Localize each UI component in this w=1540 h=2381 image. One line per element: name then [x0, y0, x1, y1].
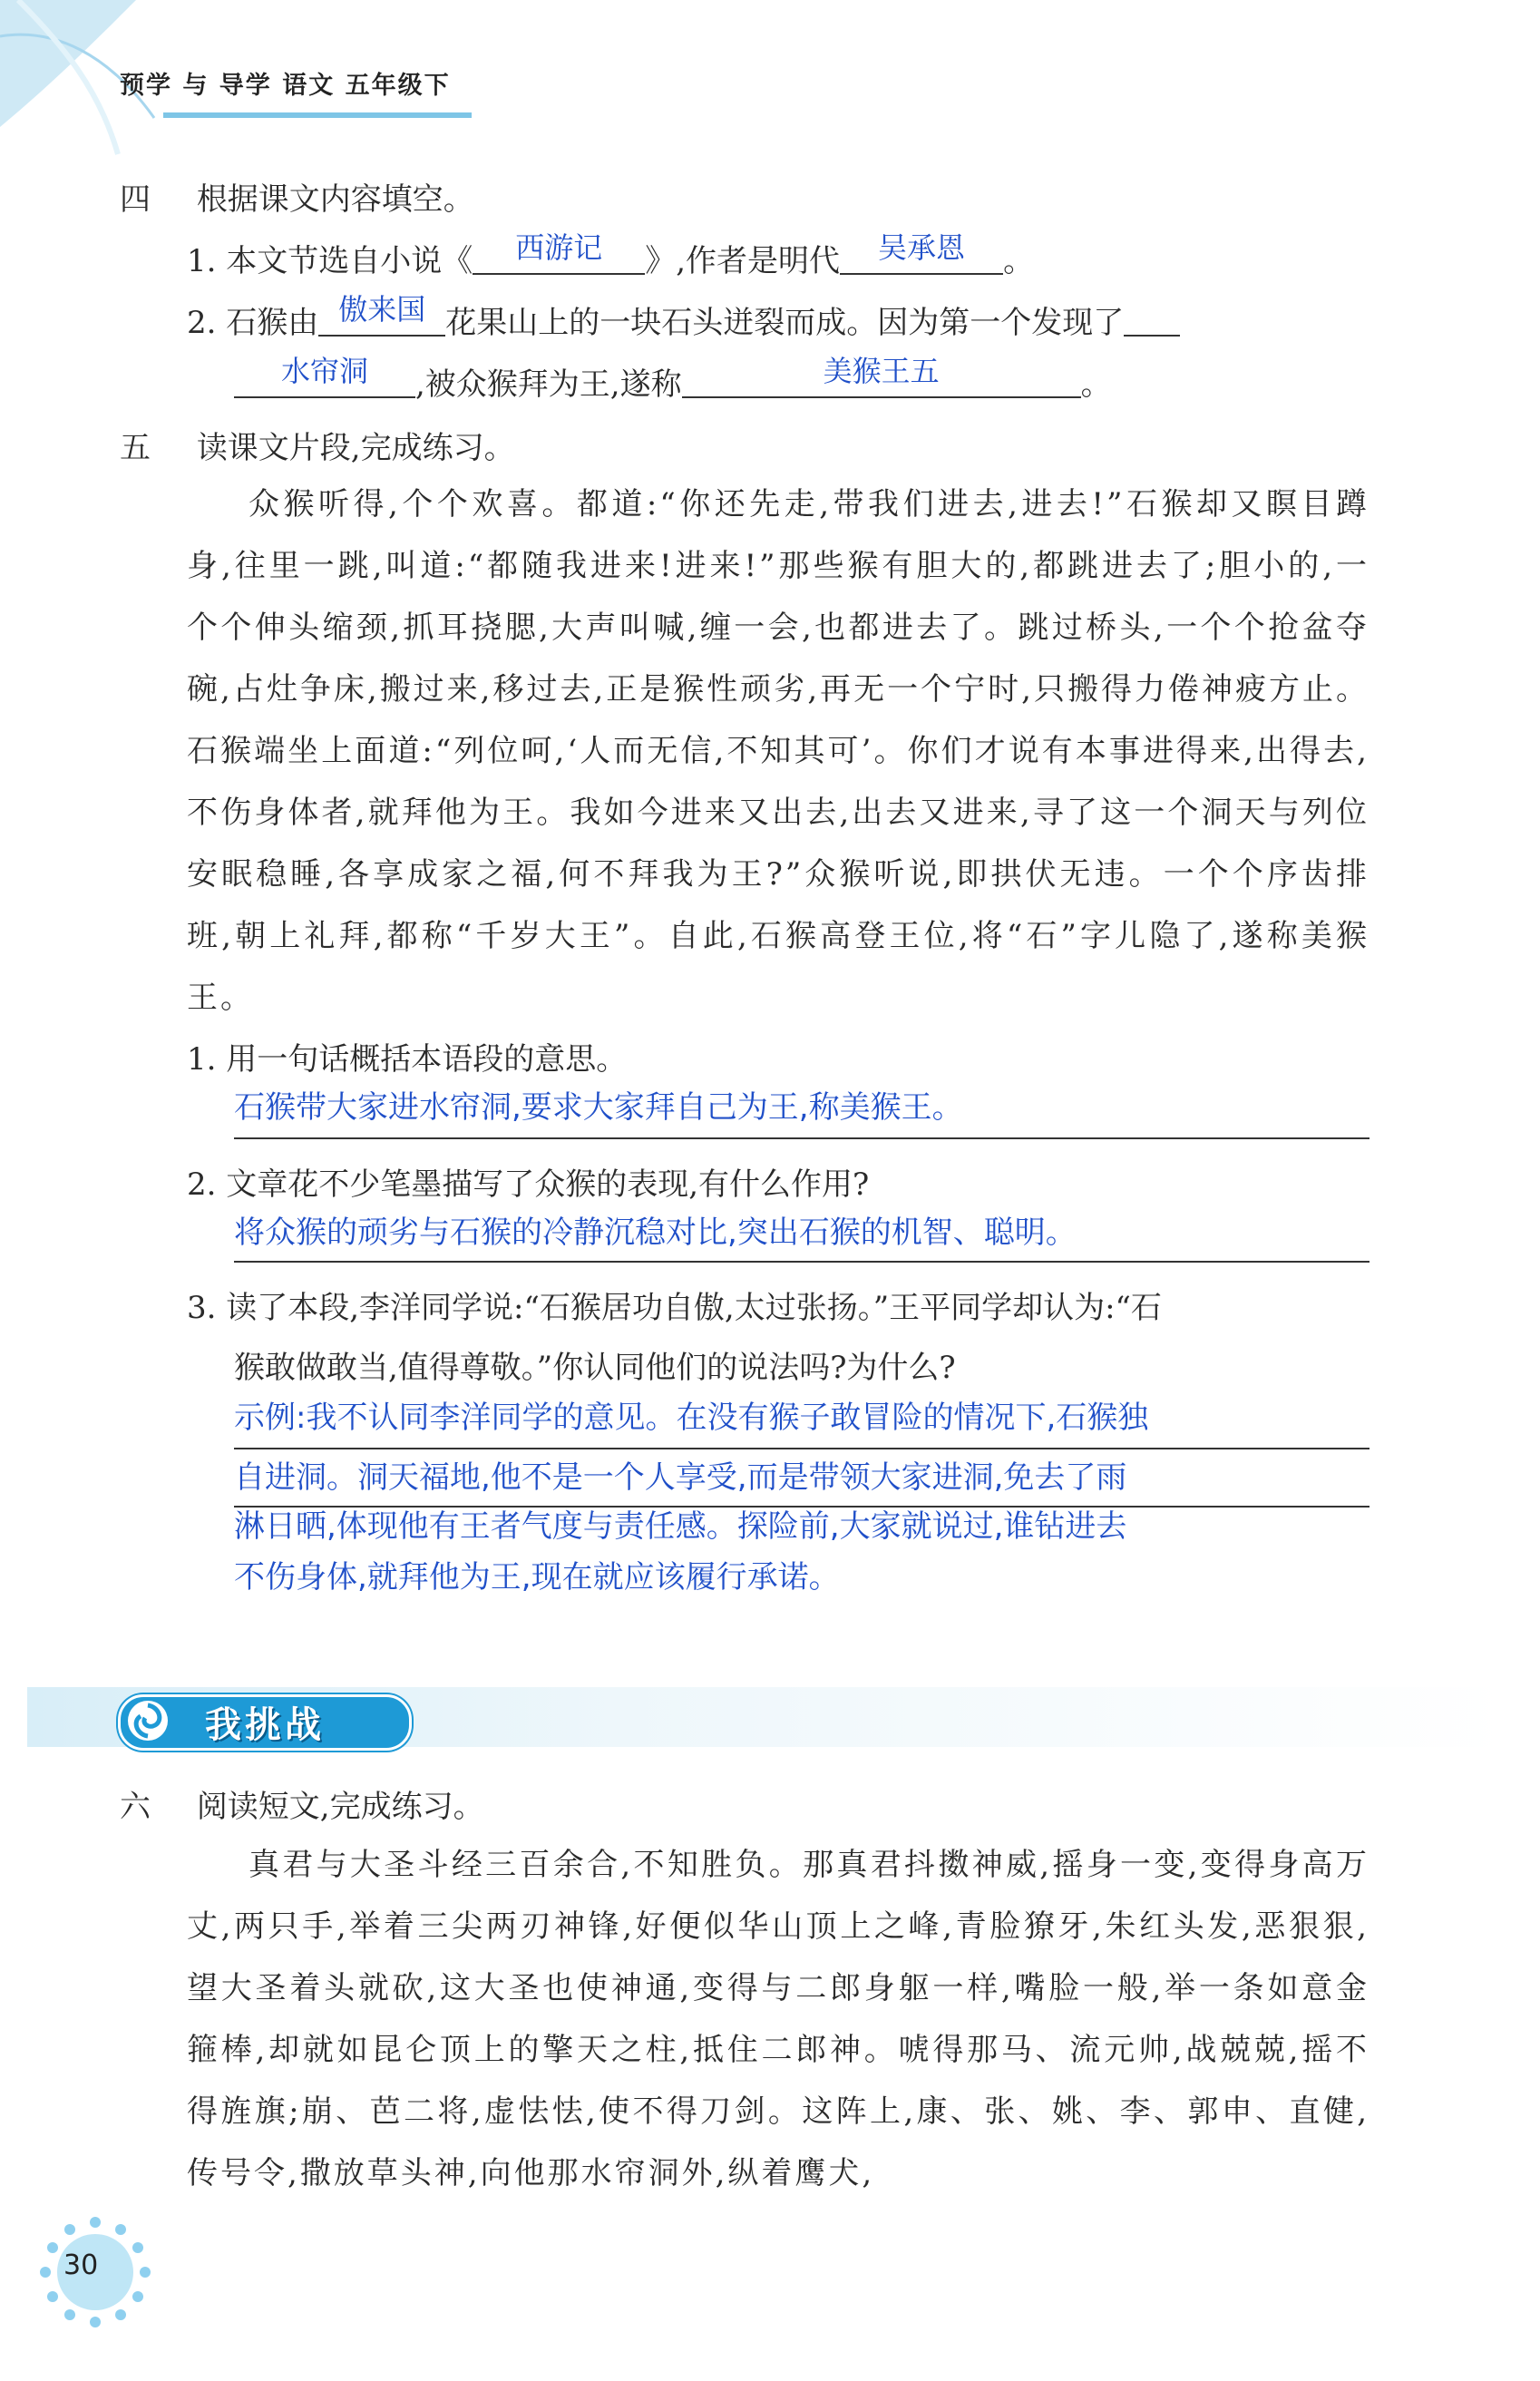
answer-5-1: 石猴带大家进水帘洞,要求大家拜自己为王,称美猴王。 — [234, 1089, 963, 1126]
section-number: 四 — [120, 181, 151, 218]
question-5-3-line2: 猴敢做敢当,值得尊敬。”你认同他们的说法吗?为什么? — [234, 1350, 956, 1386]
answer-blank[interactable]: 吴承恩 — [840, 237, 1003, 275]
section-instruction: 阅读短文,完成练习。 — [196, 1789, 484, 1825]
challenge-label: 我挑战 — [205, 1704, 325, 1746]
answer-5-3-line: 自进洞。洞天福地,他不是一个人享受,而是带领大家进洞,免去了雨 — [234, 1459, 1127, 1496]
header-title: 预学 与 导学 语文 五年级下 — [120, 72, 451, 100]
question-4-2: 2. 石猴由 傲来国 花果山上的一块石头迸裂而成。因为第一个发现了 — [187, 292, 1180, 354]
answer-blank[interactable]: 西游记 — [473, 237, 645, 275]
section-5-heading — [120, 417, 515, 479]
header-underline — [163, 112, 472, 118]
answer-5-3-line: 不伤身体,就拜他为王,现在就应该履行承诺。 — [234, 1559, 840, 1595]
question-4-1: 1. 本文节选自小说《 西游记 》,作者是明代 吴承恩 。 — [187, 230, 1035, 279]
section-number: 五 — [120, 430, 151, 466]
answer-5-3-line: 淋日晒,体现他有王者气度与责任感。探险前,大家就说过,谁钻进去 — [234, 1508, 1127, 1545]
answer-blank[interactable]: 傲来国 — [318, 298, 445, 337]
answer-blank[interactable] — [1124, 298, 1180, 337]
section-6-heading — [120, 1776, 484, 1838]
answer-5-2: 将众猴的顽劣与石猴的冷静沉稳对比,突出石猴的机智、聪明。 — [234, 1215, 1077, 1251]
swirl-icon — [125, 1698, 171, 1743]
section-instruction: 根据课文内容填空。 — [196, 181, 474, 218]
answer-line — [234, 1261, 1369, 1263]
passage-text: 众猴听得,个个欢喜。都道:“你还先走,带我们进去,进去!”石猴却又瞑目蹲身,往里一跳,叫道:“都随我进来!进来!”那些猴有胆大的,都跳进去了;胆小的,一个个伸头缩颈,抓耳挠腮,大声叫喊,缠一会,也都进去了。跳过桥头,一个个抢盆夺碗,占灶争床,搬过来,移过去,正是猴性顽劣,再无一个宁时,只搬得力倦神疲方止。石猴端坐上面道:“列位呵,‘人而无信,不知其可’。你们才说有本事进得来,出得去,不伤身体者,就拜他为王。我如今进来又出去,出去又进来,寻了这一个洞天与列位安眠稳睡,各享成家之福,何不拜我为王?”众猴听说,即拱伏无违。一个个序齿排班,朝上礼拜,都称“千岁大王”。自此,石猴高登王位,将“石”字儿隐了,遂称美猴王。 — [187, 486, 1369, 1016]
section-4-heading — [120, 169, 474, 230]
page-number: 30 — [63, 2249, 99, 2281]
answer-blank[interactable]: 美猴王五 — [682, 360, 1081, 398]
question-5-2: 2. 文章花不少笔墨描写了众猴的表现,有什么作用? — [187, 1166, 870, 1203]
section-number: 六 — [120, 1789, 151, 1825]
answer-blank[interactable]: 水帘洞 — [234, 360, 415, 398]
section-instruction: 读课文片段,完成练习。 — [196, 430, 515, 466]
answer-line — [234, 1137, 1369, 1139]
passage-text: 真君与大圣斗经三百余合,不知胜负。那真君抖擞神威,摇身一变,变得身高万丈,两只手,举着三尖两刃神锋,好便似华山顶上之峰,青脸獠牙,朱红头发,恶狠狠,望大圣着头就砍,这大圣也使神通,变得与二郎身躯一样,嘴脸一般,举一条如意金箍棒,却就如昆仑顶上的擎天之柱,抵住二郎神。唬得那马、流元帅,战兢兢,摇不得旌旗;崩、芭二将,虚怯怯,使不得刀剑。这阵上,康、张、姚、李、郭申、直健,传号令,撒放草头神,向他那水帘洞外,纵着鹰犬, — [187, 1847, 1369, 2191]
question-4-2-line2: 水帘洞 ,被众猴拜为王,遂称 美猴王五 。 — [234, 354, 1112, 415]
answer-5-3-line: 示例:我不认同李洋同学的意见。在没有猴子敢冒险的情况下,石猴独 — [234, 1400, 1149, 1436]
question-5-1: 1. 用一句话概括本语段的意思。 — [187, 1041, 628, 1078]
question-5-3-line1: 3. 读了本段,李洋同学说:“石猴居功自傲,太过张扬。”王平同学却认为:“石 — [187, 1290, 1162, 1326]
